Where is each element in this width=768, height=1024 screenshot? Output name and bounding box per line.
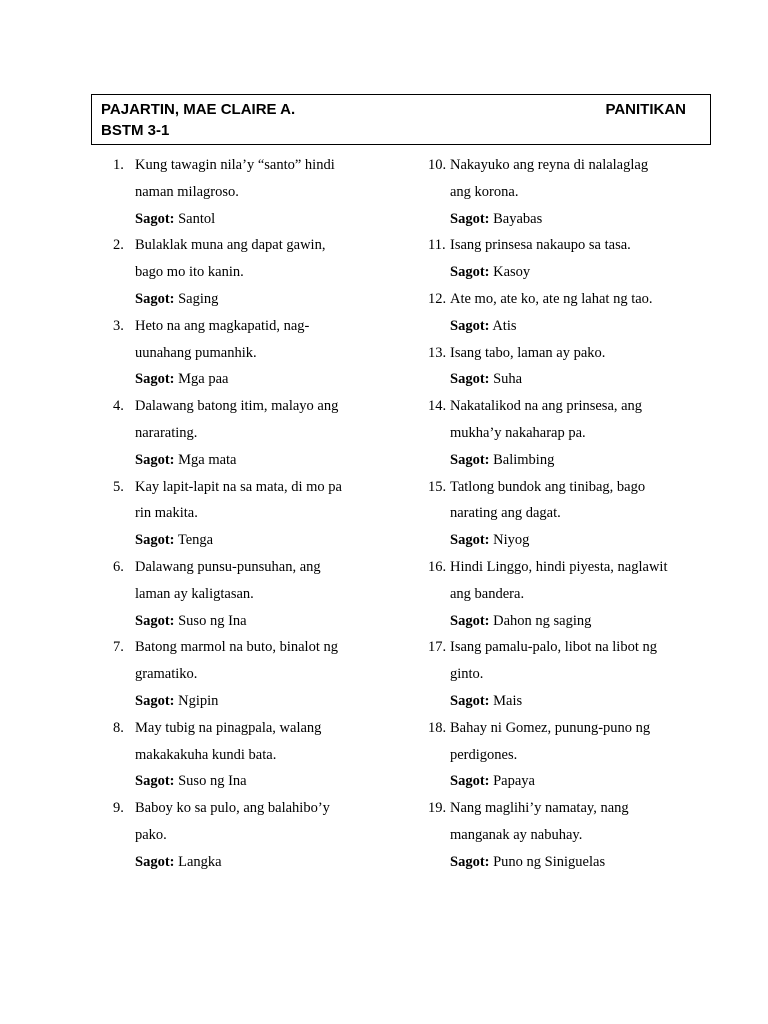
student-name: PAJARTIN, MAE CLAIRE A. [101, 101, 296, 118]
riddle-text-line: Dalawang punsu-punsuhan, ang [135, 558, 321, 575]
riddle-answer [450, 447, 698, 474]
answer-value: Niyog [493, 532, 530, 549]
answer-value: Mga paa [178, 371, 229, 388]
riddle-number: 1. [113, 157, 124, 173]
riddle-text-line: Kay lapit-lapit na sa mata, di mo pa [135, 478, 342, 495]
riddle-number: 8. [113, 719, 124, 736]
riddle-text-line: Dalawang batong itim, malayo ang [135, 398, 339, 415]
riddle-item [428, 634, 698, 714]
answer-value: Papaya [493, 773, 535, 790]
answer-label: Sagot: [450, 532, 490, 549]
riddle-answer [450, 366, 698, 393]
answer-label: Sagot: [450, 853, 490, 870]
riddle-text-line: pako. [135, 826, 167, 843]
answer-label: Sagot: [450, 210, 490, 227]
riddle-text-line: perdigones. [450, 746, 518, 763]
answer-value: Suha [493, 371, 523, 388]
riddle-text-line: rin makita. [135, 505, 198, 522]
riddle-answer [450, 313, 698, 340]
answer-value: Tenga [177, 532, 214, 549]
riddle-number: 4. [113, 398, 124, 415]
answer-label: Sagot: [450, 612, 490, 629]
answer-value: Santol [178, 210, 216, 227]
riddle-answer [135, 527, 413, 554]
riddle-item [428, 152, 698, 232]
riddle-item [113, 554, 413, 634]
riddle-text-line: Nakatalikod na ang prinsesa, ang [450, 398, 643, 415]
riddle-text-line: Isang prinsesa nakaupo sa tasa. [450, 237, 631, 254]
riddle-number: 10. [428, 157, 447, 173]
riddle-text-line: Baboy ko sa pulo, ang balahibo’y [135, 800, 330, 817]
answer-value: Suso ng Ina [178, 773, 247, 790]
riddle-answer [135, 768, 413, 795]
riddle-text-line: manganak ay nabuhay. [450, 826, 583, 843]
riddle-text-line: Nang maglihi’y namatay, nang [450, 800, 629, 817]
answer-value: Langka [178, 853, 222, 870]
answer-label: Sagot: [135, 773, 175, 790]
riddle-text-line: Kung tawagin nila’y “santo” hindi [135, 157, 335, 173]
riddle-answer [450, 608, 698, 635]
answer-value: Puno ng Siniguelas [493, 853, 606, 870]
riddle-number: 16. [428, 558, 447, 575]
answer-label: Sagot: [135, 612, 175, 629]
answer-value: Dahon ng saging [493, 612, 592, 629]
riddle-number: 6. [113, 558, 124, 575]
riddle-number: 18. [428, 719, 447, 736]
answer-value: Kasoy [493, 264, 531, 281]
riddle-text-line: Isang tabo, laman ay pako. [450, 344, 606, 361]
left-column [113, 152, 413, 876]
answer-label: Sagot: [450, 692, 490, 709]
riddle-text-line: ginto. [450, 666, 484, 683]
riddle-text-line: narating ang dagat. [450, 505, 561, 522]
answer-value: Suso ng Ina [178, 612, 247, 629]
answer-label: Sagot: [450, 773, 490, 790]
answer-label: Sagot: [450, 371, 490, 388]
riddle-number: 9. [113, 800, 124, 817]
riddle-item [428, 715, 698, 795]
answer-value: Balimbing [493, 451, 555, 468]
riddle-answer [135, 366, 413, 393]
student-section: BSTM 3-1 [101, 122, 170, 139]
riddle-item [428, 795, 698, 875]
riddle-text-line: ang bandera. [450, 585, 525, 602]
riddle-text-line: Ate mo, ate ko, ate ng lahat ng tao. [450, 290, 653, 307]
answer-label: Sagot: [450, 264, 490, 281]
riddle-text-line: Nakayuko ang reyna di nalalaglag [450, 157, 649, 173]
answer-label: Sagot: [450, 451, 490, 468]
riddle-answer [450, 849, 698, 876]
riddle-number: 14. [428, 398, 447, 415]
riddle-text-line: makakakuha kundi bata. [135, 746, 277, 763]
answer-label: Sagot: [135, 853, 175, 870]
riddle-text-line: May tubig na pinagpala, walang [135, 719, 322, 736]
riddle-text-line: ang korona. [450, 183, 519, 200]
riddle-number: 2. [113, 237, 124, 254]
riddle-text-line: laman ay kaligtasan. [135, 585, 254, 602]
answer-label: Sagot: [450, 317, 490, 334]
answer-value: Bayabas [493, 210, 543, 227]
riddle-answer [135, 608, 413, 635]
riddle-answer [450, 206, 698, 233]
riddle-answer [135, 849, 413, 876]
answer-label: Sagot: [135, 532, 175, 549]
riddle-number: 19. [428, 800, 447, 817]
riddle-item [113, 152, 413, 232]
subject-title: PANITIKAN [605, 101, 686, 118]
riddle-number: 7. [113, 639, 124, 656]
answer-label: Sagot: [135, 692, 175, 709]
riddle-item [113, 634, 413, 714]
riddle-item [113, 232, 413, 312]
riddle-text-line: naman milagroso. [135, 183, 239, 200]
answer-value: Atis [492, 317, 517, 334]
riddle-answer [135, 688, 413, 715]
riddle-answer [450, 527, 698, 554]
riddle-text-line: Bulaklak muna ang dapat gawin, [135, 237, 326, 254]
riddle-item [428, 554, 698, 634]
answer-value: Mga mata [178, 451, 237, 468]
riddle-answer [135, 447, 413, 474]
riddle-number: 11. [428, 237, 446, 254]
riddle-number: 5. [113, 478, 124, 495]
answer-value: Saging [178, 290, 219, 307]
header-box [91, 94, 711, 145]
riddle-text-line: Isang pamalu-palo, libot na libot ng [450, 639, 657, 656]
riddle-text-line: uunahang pumanhik. [135, 344, 257, 361]
riddle-text-line: bago mo ito kanin. [135, 264, 244, 281]
riddle-text-line: Tatlong bundok ang tinibag, bago [450, 478, 646, 495]
answer-label: Sagot: [135, 451, 175, 468]
riddle-text-line: Hindi Linggo, hindi piyesta, naglawit [450, 558, 668, 575]
riddle-text-line: gramatiko. [135, 666, 198, 683]
riddle-text-line: mukha’y nakaharap pa. [450, 424, 586, 441]
riddle-item [428, 286, 698, 340]
answer-label: Sagot: [135, 290, 175, 307]
riddle-answer [450, 688, 698, 715]
riddle-answer [135, 286, 413, 313]
riddle-answer [450, 768, 698, 795]
riddle-number: 3. [113, 317, 124, 334]
answer-label: Sagot: [135, 371, 175, 388]
riddle-item [428, 340, 698, 394]
riddle-item [428, 393, 698, 473]
riddle-item [113, 313, 413, 393]
riddle-answer [135, 206, 413, 233]
riddle-item [113, 795, 413, 875]
answer-value: Mais [493, 692, 523, 709]
riddle-item [428, 474, 698, 554]
riddle-number: 15. [428, 478, 447, 495]
riddle-number: 12. [428, 290, 447, 307]
riddle-number: 17. [428, 639, 447, 656]
answer-label: Sagot: [135, 210, 175, 227]
riddle-item [428, 232, 698, 286]
riddle-item [113, 474, 413, 554]
riddle-item [113, 393, 413, 473]
right-column [428, 152, 698, 876]
answer-value: Ngipin [178, 692, 219, 709]
riddle-item [113, 715, 413, 795]
riddle-text-line: Batong marmol na buto, binalot ng [135, 639, 338, 656]
riddle-number: 13. [428, 344, 447, 361]
riddle-text-line: Bahay ni Gomez, punung-puno ng [450, 719, 651, 736]
riddle-answer [450, 259, 698, 286]
riddle-text-line: nararating. [135, 424, 198, 441]
riddle-text-line: Heto na ang magkapatid, nag- [135, 317, 310, 334]
